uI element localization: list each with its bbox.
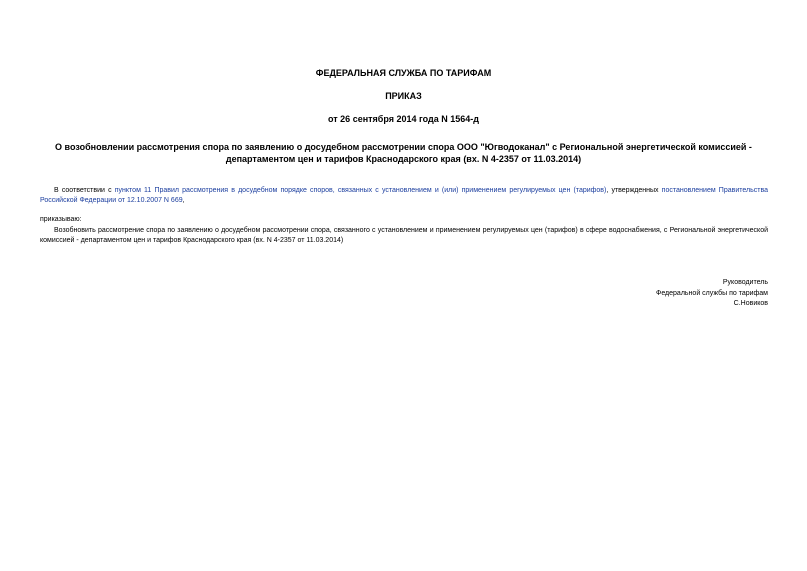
document-date-number: от 26 сентября 2014 года N 1564-д — [328, 114, 479, 124]
rules-link[interactable]: пунктом 11 Правил рассмотрения в досудебном порядке споров, связанных с установлением и (или) применением регулируемых цен (тарифов) — [114, 187, 607, 194]
government-decree-link[interactable]: постановлением Правительства Российской Федерации от 12.10.2007 N 669 — [40, 187, 769, 204]
preamble-text-3: , — [182, 196, 185, 204]
preamble-text-2: , утвержденных — [606, 187, 662, 194]
preamble-text-1: В соответствии с — [54, 187, 115, 194]
preamble-paragraph — [40, 186, 768, 205]
signature-position-line-2: Федеральной службы по тарифам — [656, 289, 768, 297]
order-paragraph: Возобновить рассмотрение спора по заявлению о досудебном рассмотрении спора, связанного с установлением и применением регулируемых цен (тарифов) в сфере водоснабжения, с Региональной энергетической комиссией - департаментом цен и тарифов Краснодарского края (вх. N 4-2357 от 11.03.2014) — [40, 227, 768, 244]
document-subject: О возобновлении рассмотрения спора по заявлению о досудебном рассмотрении спора ООО "Югводоканал" с Региональной энергетической комиссией - департаментом цен и тарифов Краснодарского края (вх. N 4-2357 от 11.03.2014) — [55, 142, 752, 164]
document-type: ПРИКАЗ — [385, 91, 422, 101]
agency-title: ФЕДЕРАЛЬНАЯ СЛУЖБА ПО ТАРИФАМ — [315, 68, 492, 78]
signature-block — [468, 278, 768, 310]
signature-position-line-1: Руководитель — [722, 279, 768, 286]
signature-name: С.Новиков — [733, 300, 768, 307]
order-word: приказываю: — [40, 216, 82, 223]
